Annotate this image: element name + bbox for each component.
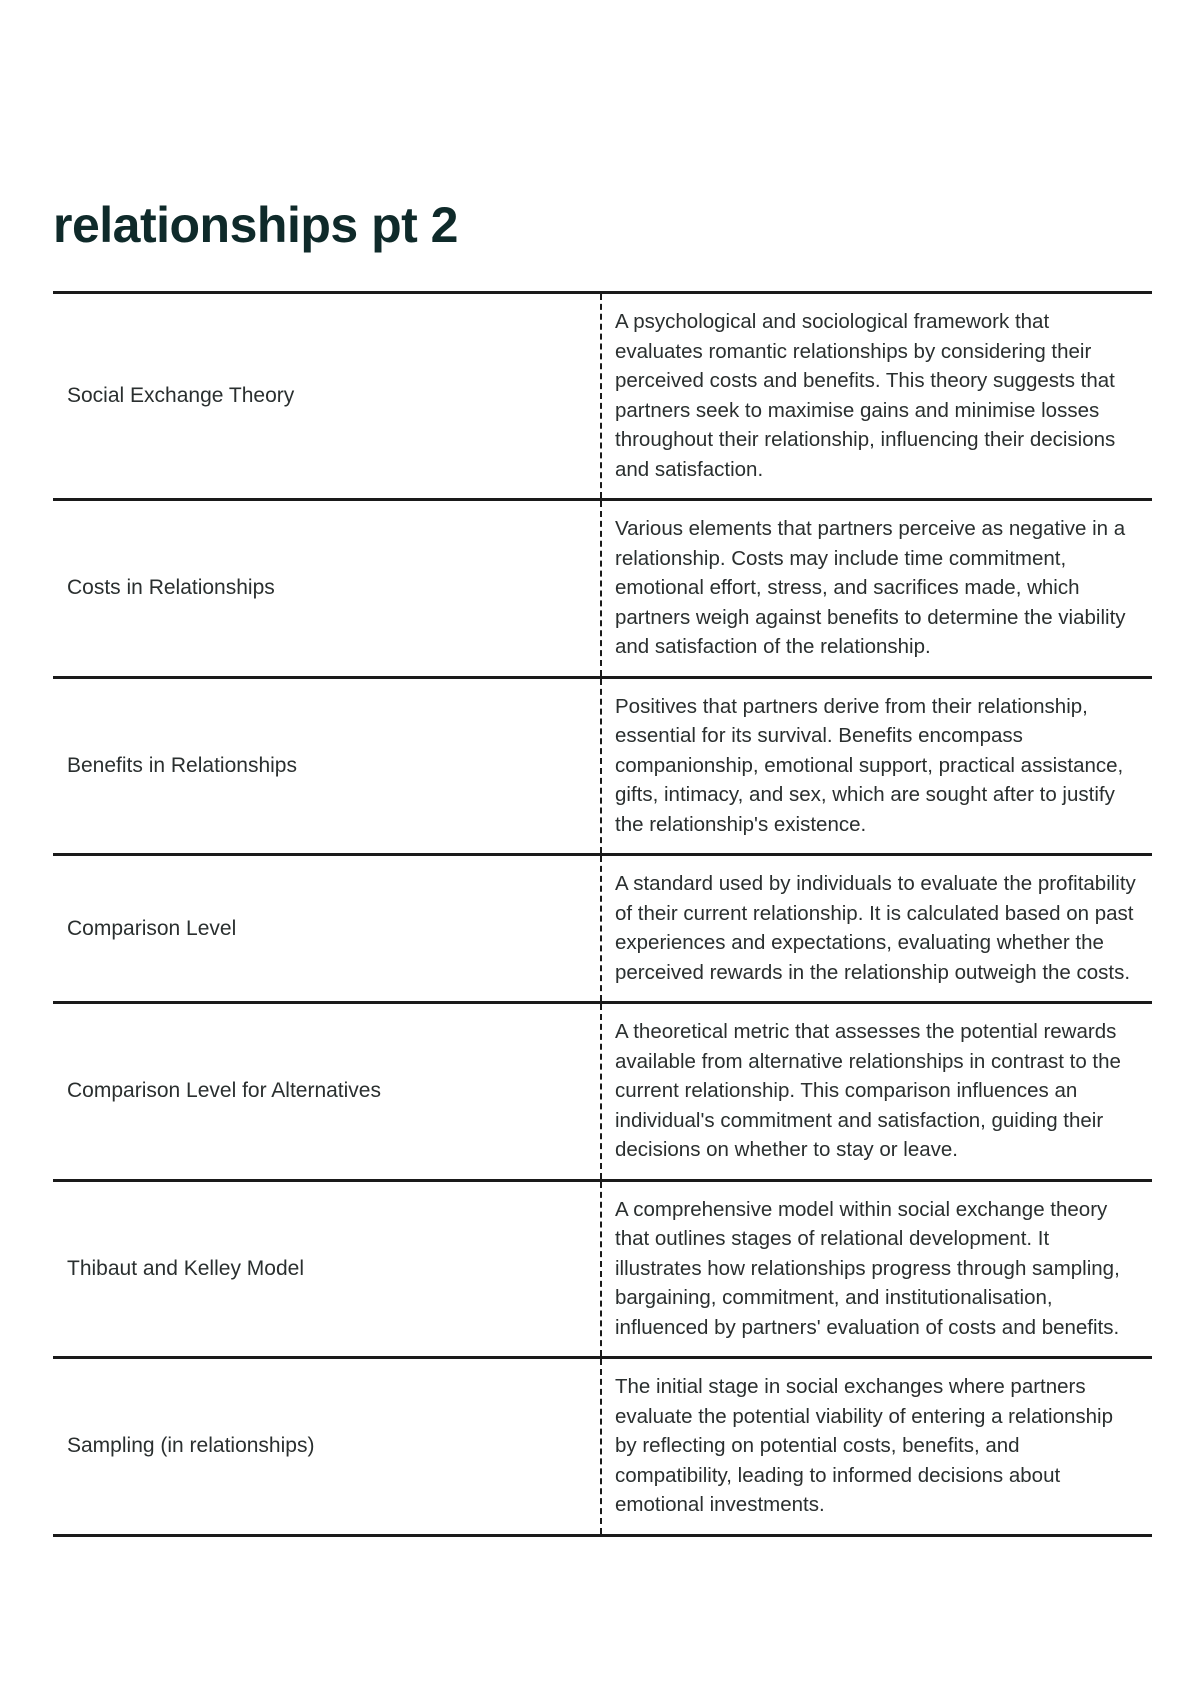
definition-cell: The initial stage in social exchanges where partners evaluate the potential viability of entering a relationship by reflecting on potential costs, benefits, and compatibility, leading to informed decisions about emotional investments. xyxy=(615,1375,1114,1516)
term-cell: Comparison Level xyxy=(53,856,602,1001)
table-row xyxy=(53,1182,1152,1360)
table-row xyxy=(53,1004,1152,1182)
table-row xyxy=(53,294,1152,501)
term-cell: Sampling (in relationships) xyxy=(53,1359,602,1534)
table-row xyxy=(53,501,1152,679)
definition-cell: A comprehensive model within social exchange theory that outlines stages of relational development. It illustrates how relationships progress through sampling, bargaining, commitment, and institutionalisation, influenced by partners' evaluation of costs and benefits. xyxy=(615,1197,1120,1339)
definition-cell: Positives that partners derive from their relationship, essential for its survival. Benefits encompass companionship, emotional support, practical assistance, gifts, intimacy, and sex, which are sought after to justify the relationship's existence. xyxy=(615,694,1124,836)
definition-cell: Various elements that partners perceive as negative in a relationship. Costs may include time commitment, emotional effort, stress, and sacrifices made, which partners weigh against benefits to determine the viability and satisfaction of the relationship. xyxy=(615,517,1126,658)
definition-cell: A standard used by individuals to evaluate the profitability of their current relationship. It is calculated based on past experiences and expectations, evaluating whether the perceived rewards in the relationship outweigh the costs. xyxy=(615,872,1136,984)
definition-cell: A psychological and sociological framework that evaluates romantic relationships by considering their perceived costs and benefits. This theory suggests that partners seek to maximise gains and minimise losses throughout their relationship, influencing their decisions and satisfaction. xyxy=(615,310,1116,481)
term-cell: Comparison Level for Alternatives xyxy=(53,1004,602,1179)
definition-cell: A theoretical metric that assesses the potential rewards available from alternative relationships in contrast to the current relationship. This comparison influences an individual's commitment and satisfaction, guiding their decisions on whether to stay or leave. xyxy=(615,1020,1121,1161)
table-row xyxy=(53,856,1152,1004)
term-cell: Costs in Relationships xyxy=(53,501,602,676)
table-row xyxy=(53,1359,1152,1537)
term-cell: Benefits in Relationships xyxy=(53,679,602,854)
table-row xyxy=(53,679,1152,857)
flashcard-table xyxy=(53,291,1152,1537)
term-cell: Social Exchange Theory xyxy=(53,294,602,498)
term-cell: Thibaut and Kelley Model xyxy=(53,1182,602,1357)
page-title: relationships pt 2 xyxy=(53,197,458,253)
